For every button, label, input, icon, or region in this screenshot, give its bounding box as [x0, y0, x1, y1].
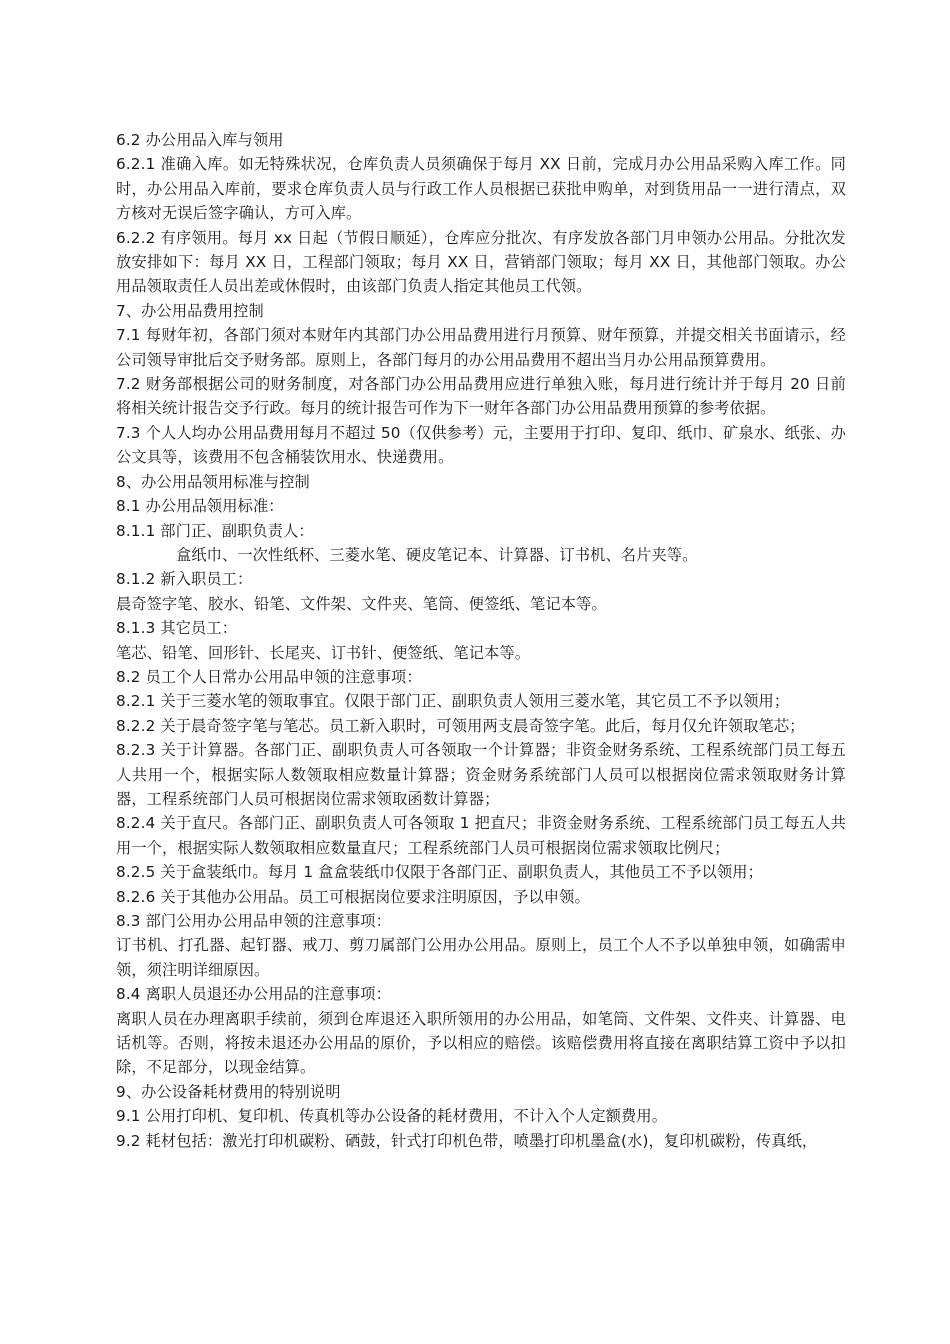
- paragraph-7-1: 7.1 每财年初，各部门须对本财年内其部门办公用品费用进行月预算、财年预算，并提交相关书面请示，经公司领导审批后交予财务部。原则上，各部门每月的办公用品费用不超出当月办公用品预算费用。: [116, 326, 846, 369]
- paragraph-8-2-6: 8.2.6 关于其他办公用品。员工可根据岗位要求注明原因，予以申领。: [116, 887, 590, 906]
- paragraph-7-2: 7.2 财务部根据公司的财务制度，对各部门办公用品费用应进行单独入账，每月进行统计并于每月 20 日前将相关统计报告交予行政。每月的统计报告可作为下一财年各部门办公用品费用预算的参考依据。: [116, 375, 846, 418]
- section-heading-9: 9、办公设备耗材费用的特别说明: [116, 1082, 341, 1101]
- paragraph-8-2-3: 8.2.3 关于计算器。各部门正、副职负责人可各领取一个计算器；非资金财务系统、工程系统部门员工每五人共用一个，根据实际人数领取相应数量计算器；资金财务系统部门人员可以根据岗位需求领取财务计算器，工程系统部门人员可根据岗位需求领取函数计算器；: [116, 741, 846, 808]
- paragraph-8-2-2: 8.2.2 关于晨奇签字笔与笔芯。员工新入职时，可领用两支晨奇签字笔。此后，每月仅允许领取笔芯；: [116, 716, 805, 735]
- section-heading-8: 8、办公用品领用标准与控制: [116, 472, 310, 491]
- section-heading-8-1-1: 8.1.1 部门正、副职负责人：: [116, 521, 314, 540]
- paragraph-8-3: 订书机、打孔器、起钉器、戒刀、剪刀属部门公用办公用品。原则上，员工个人不予以单独申领，如确需申领，须注明详细原因。: [116, 936, 846, 979]
- section-heading-8-4: 8.4 离职人员退还办公用品的注意事项：: [116, 985, 391, 1004]
- paragraph-9-2: 9.2 耗材包括：激光打印机碳粉、硒鼓，针式打印机色带，喷墨打印机墨盒(水)，复印机碳粉，传真纸，: [116, 1131, 818, 1150]
- paragraph-6-2-1: 6.2.1 准确入库。如无特殊状况，仓库负责人员须确保于每月 XX 日前，完成月办公用品采购入库工作。同时，办公用品入库前，要求仓库负责人员与行政工作人员根据已获批申购单，对到货用品一一进行清点，双方核对无误后签字确认，方可入库。: [116, 155, 846, 223]
- paragraph-8-1-2: 晨奇签字笔、胶水、铅笔、文件架、文件夹、笔筒、便签纸、笔记本等。: [116, 594, 607, 613]
- section-heading-8-1-2: 8.1.2 新入职员工：: [116, 570, 253, 589]
- paragraph-8-2-4: 8.2.4 关于直尺。各部门正、副职负责人可各领取 1 把直尺；非资金财务系统、工程系统部门员工每五人共用一个，根据实际人数领取相应数量直尺；工程系统部门人员可根据岗位需求领取比例尺；: [116, 814, 846, 857]
- section-heading-8-3: 8.3 部门公用办公用品申领的注意事项：: [116, 912, 391, 930]
- section-heading-8-1: 8.1 办公用品领用标准：: [116, 497, 284, 516]
- paragraph-8-4: 离职人员在办理离职手续前，须到仓库退还入职所领用的办公用品，如笔筒、文件架、文件夹、计算器、电话机等。否则，将按未退还办公用品的原价，予以相应的赔偿。该赔偿费用将直接在离职结算工资中予以扣除，不足部分，以现金结算。: [116, 1009, 846, 1077]
- document-body: [116, 128, 846, 1153]
- paragraph-6-2-2: 6.2.2 有序领用。每月 xx 日起（节假日顺延），仓库应分批次、有序发放各部门月申领办公用品。分批次发放安排如下：每月 XX 日，工程部门领取；每月 XX 日，营销部门领取；每月 XX 日，其他部门领取。办公用品领取责任人员出差或休假时，由该部门负责人指定其他员工代领。: [116, 228, 846, 296]
- paragraph-7-3: 7.3 个人人均办公用品费用每月不超过 50（仅供参考）元，主要用于打印、复印、纸巾、矿泉水、纸张、办公文具等，该费用不包含桶装饮用水、快递费用。: [116, 423, 846, 467]
- paragraph-8-1-1: 盒纸巾、一次性纸杯、三菱水笔、硬皮笔记本、计算器、订书机、名片夹等。: [176, 545, 698, 564]
- paragraph-8-2-1: 8.2.1 关于三菱水笔的领取事宜。仅限于部门正、副职负责人领用三菱水笔，其它员工不予以领用；: [116, 692, 790, 711]
- paragraph-9-1: 9.1 公用打印机、复印机、传真机等办公设备的耗材费用，不计入个人定额费用。: [116, 1107, 668, 1126]
- section-heading-6-2: 6.2 办公用品入库与领用: [116, 131, 284, 149]
- section-heading-8-1-3: 8.1.3 其它员工：: [116, 619, 238, 638]
- paragraph-8-2-5: 8.2.5 关于盒装纸巾。每月 1 盒盒装纸巾仅限于各部门正、副职负责人，其他员工不予以领用；: [116, 863, 763, 882]
- section-heading-8-2: 8.2 员工个人日常办公用品申领的注意事项：: [116, 667, 422, 686]
- paragraph-8-1-3: 笔芯、铅笔、回形针、长尾夹、订书针、便签纸、笔记本等。: [116, 643, 531, 662]
- section-heading-7: 7、办公用品费用控制: [116, 301, 264, 320]
